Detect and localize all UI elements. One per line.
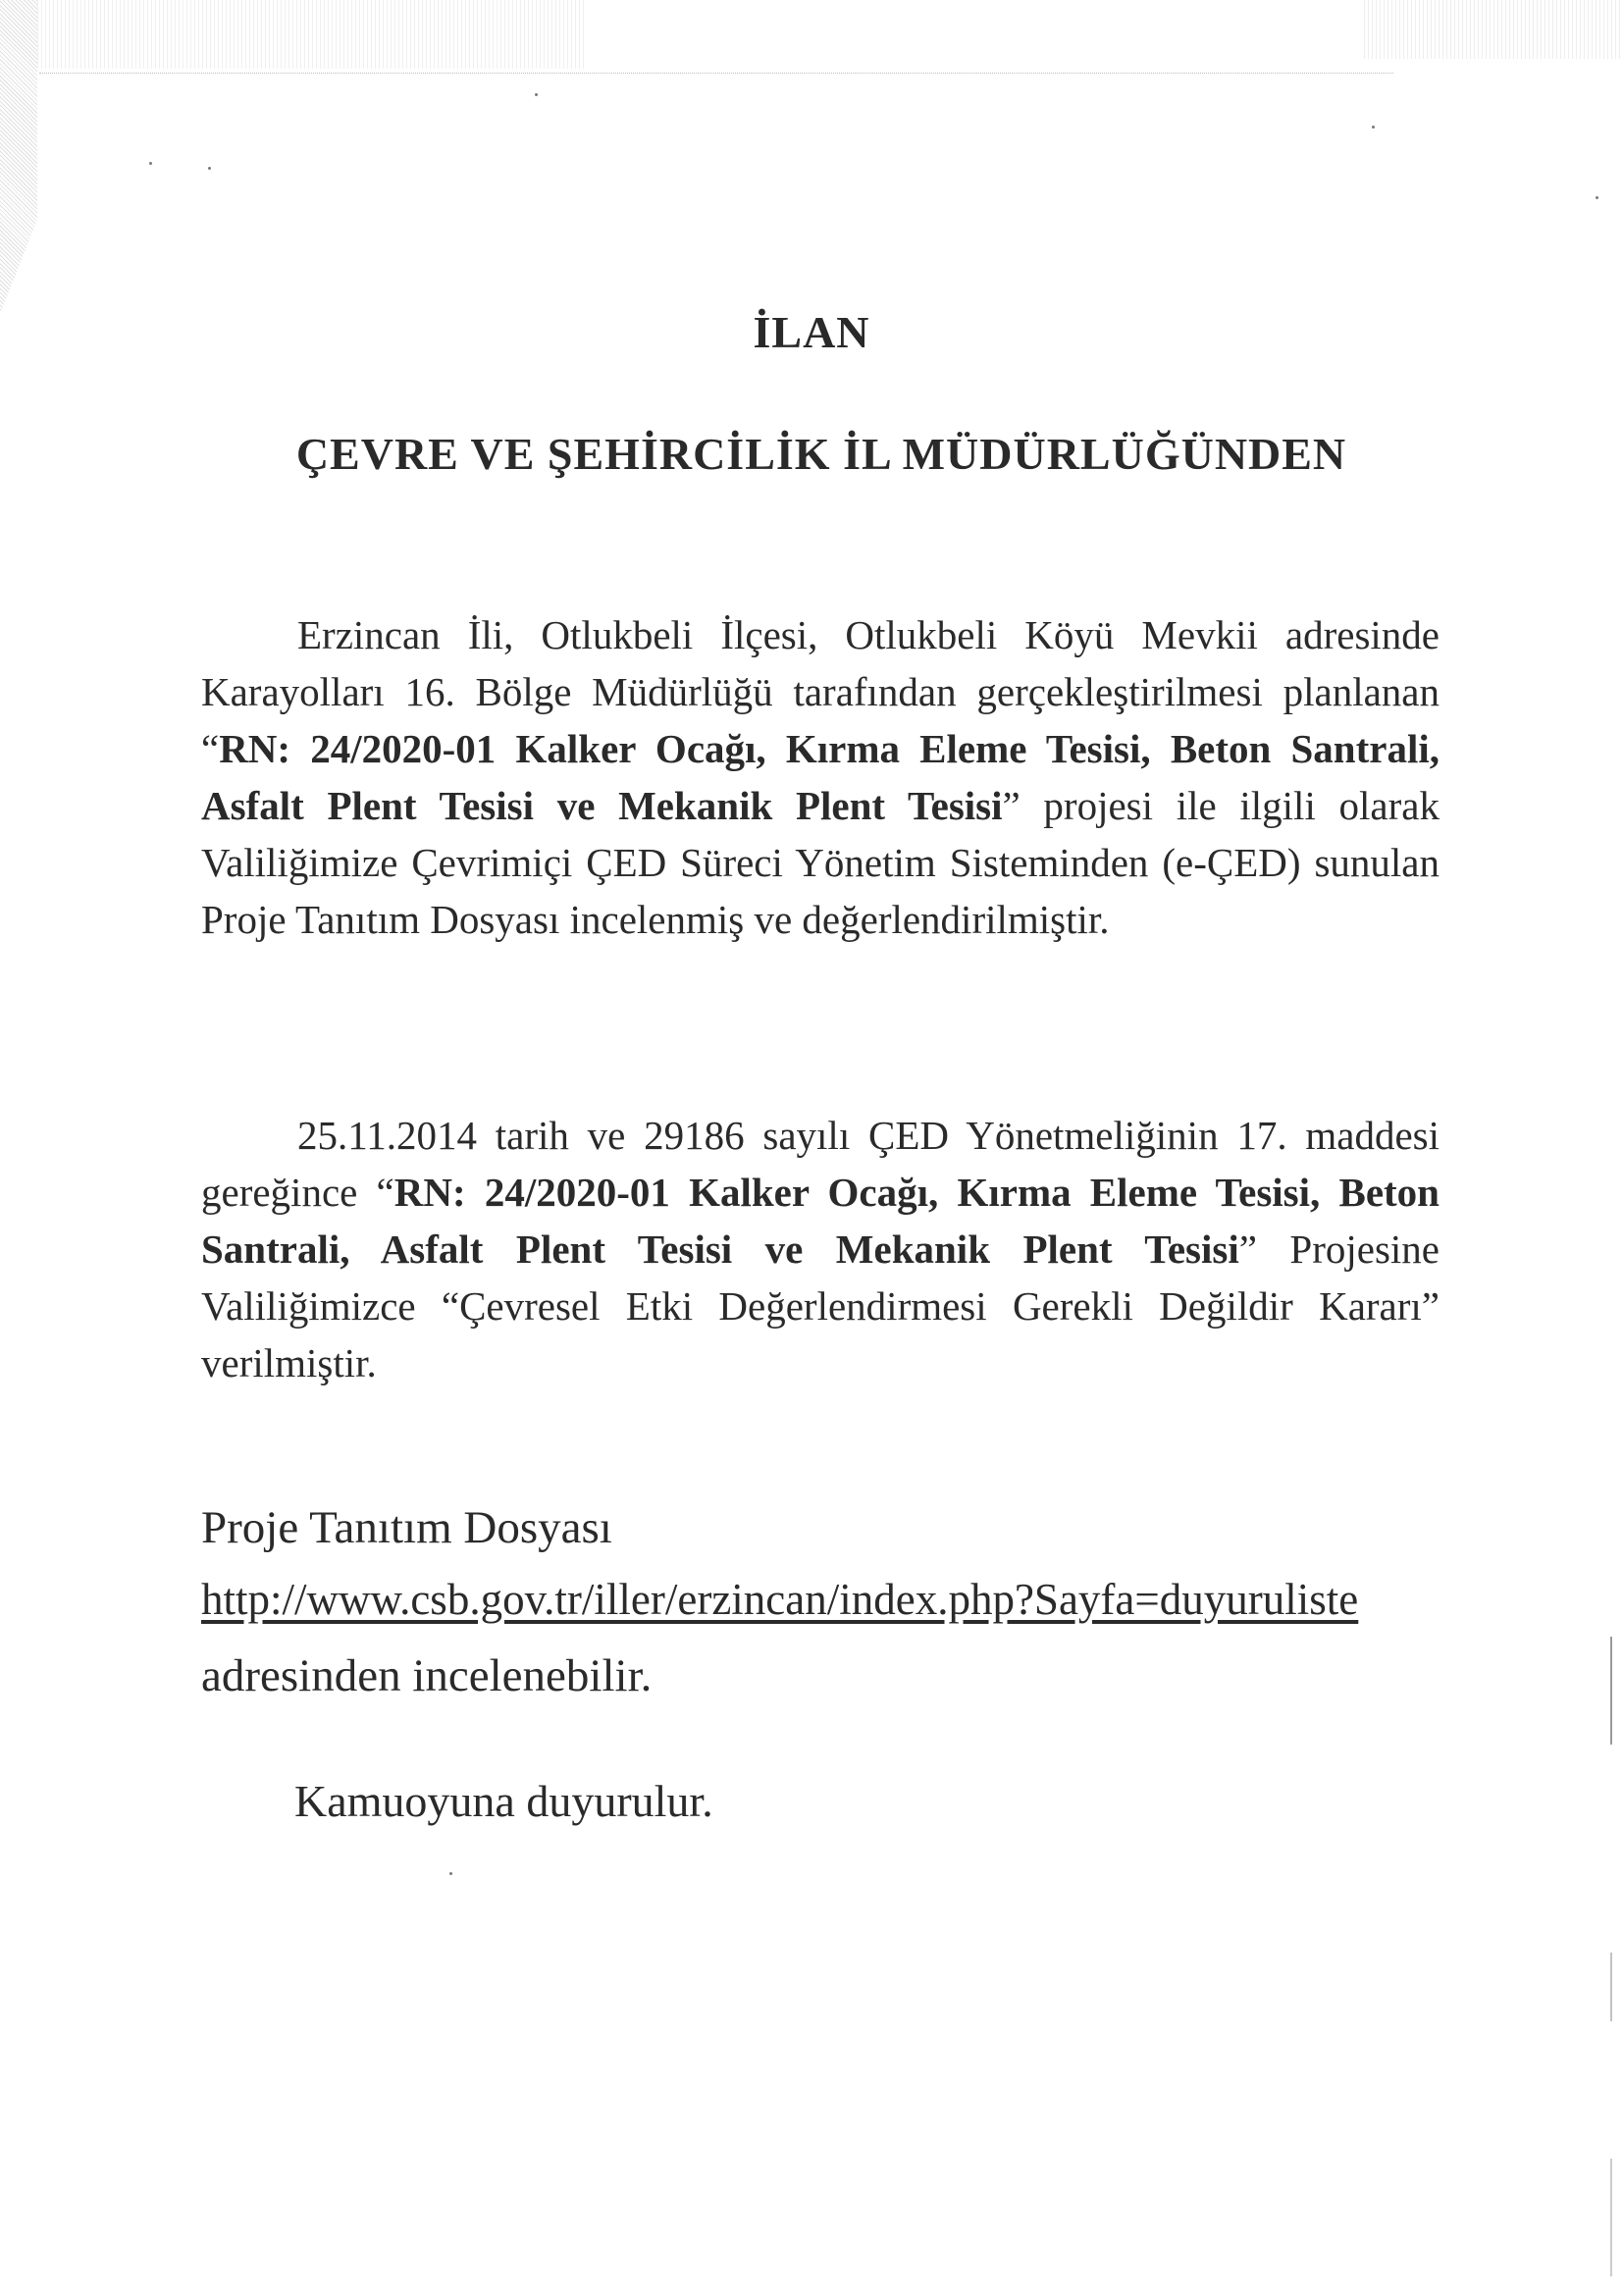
closing-statement: Kamuoyuna duyurulur.	[294, 1776, 713, 1826]
paragraph-2-text-start: 25.11.2014 tarih ve 29186 sayılı ÇED Yönetmeliğinin 17. maddesi gereğince “	[201, 1113, 1440, 1215]
scan-artifact-edge	[1610, 2159, 1612, 2276]
page-subtitle: ÇEVRE VE ŞEHİRCİLİK İL MÜDÜRLÜĞÜNDEN	[295, 429, 1347, 479]
page-title: İLAN	[753, 307, 870, 357]
dossier-label: Proje Tanıtım Dosyası	[201, 1502, 612, 1553]
scan-speck	[1596, 196, 1598, 199]
scan-artifact-edge	[1610, 1637, 1612, 1745]
dossier-after-text: adresinden incelenebilir.	[201, 1650, 653, 1701]
scan-speck	[149, 162, 152, 165]
scan-artifact-corner	[0, 0, 37, 314]
scan-artifact-top	[37, 0, 587, 69]
scan-artifact-top-right	[1364, 0, 1623, 59]
dossier-link[interactable]: http://www.csb.gov.tr/iller/erzincan/index.php?Sayfa=duyuruliste	[201, 1575, 1359, 1624]
paragraph-1-project-name: RN: 24/2020-01 Kalker Ocağı, Kırma Eleme Tesisi, Beton Santrali, Asfalt Plent Tesisi ve Mekanik Plent Tesisi	[201, 726, 1440, 828]
scan-speck	[208, 167, 211, 170]
scan-speck	[535, 93, 538, 96]
scan-speck	[449, 1872, 452, 1875]
paragraph-2-project-name: RN: 24/2020-01 Kalker Ocağı, Kırma Eleme Tesisi, Beton Santrali, Asfalt Plent Tesisi ve Mekanik Plent Tesisi	[201, 1170, 1440, 1272]
paragraph-1-text-end: ” projesi ile ilgili olarak Valiliğimize Çevrimiçi ÇED Süreci Yönetim Sisteminden (e-ÇED) sunulan Proje Tanıtım Dosyası incelenmiş ve değerlendirilmiştir.	[201, 783, 1440, 942]
scan-artifact-edge	[1610, 1953, 1612, 2021]
announcement-paragraph-1	[201, 606, 1440, 948]
announcement-paragraph-2	[201, 1107, 1440, 1391]
paragraph-1-text-start: Erzincan İli, Otlukbeli İlçesi, Otlukbeli Köyü Mevkii adresinde Karayolları 16. Bölge Müdürlüğü tarafından gerçekleştirilmesi planlanan “	[201, 612, 1440, 771]
paragraph-2-text-end: ” Projesine Valiliğimizce “Çevresel Etki Değerlendirmesi Gerekli Değildir Kararı” verilmiştir.	[201, 1226, 1440, 1385]
scan-speck	[1372, 126, 1375, 129]
scan-artifact-line	[39, 73, 1393, 74]
